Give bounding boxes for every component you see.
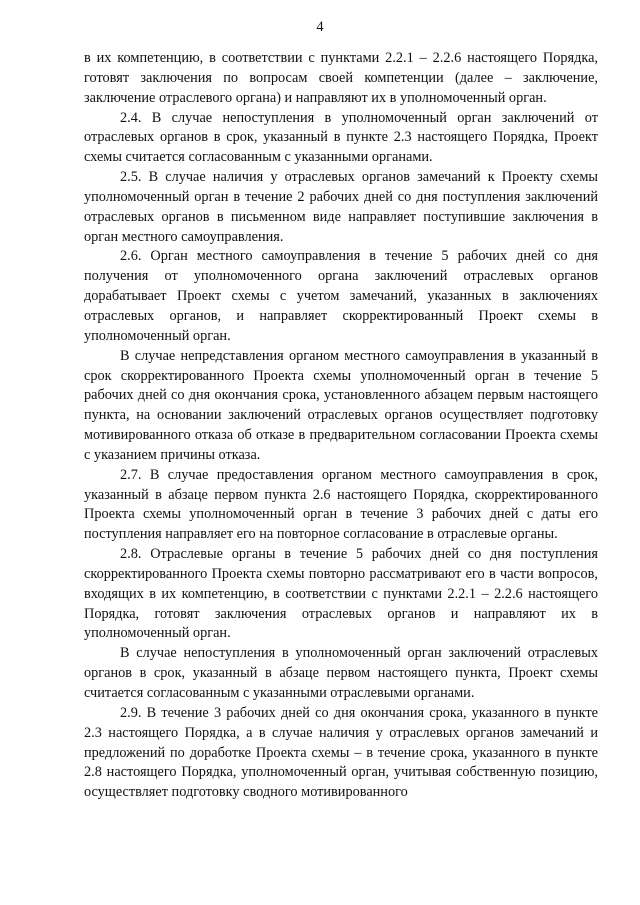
paragraph-2-4: 2.4. В случае непоступления в уполномоченный орган заключений от отраслевых органов в срок, указанный в пункте 2.3 настоящего Порядка, Проект схемы считается согласованным с указанными органами.	[84, 109, 598, 166]
paragraph-continuation: в их компетенцию, в соответствии с пунктами 2.2.1 – 2.2.6 настоящего Порядка, готовят заключения по вопросам своей компетенции (далее – заключение, заключение отраслевого органа) и направляют их в уполномоченный орган.	[84, 50, 598, 106]
paragraph-2-9: 2.9. В течение 3 рабочих дней со дня окончания срока, указанного в пункте 2.3 настоящего Порядка, а в случае наличия у отраслевых органов замечаний и предложений по доработке Проекта схемы – в течение срока, указанного в пункте 2.8 настоящего Порядка, уполномоченный орган, учитывая собственную позицию, осуществляет подготовку сводного мотивированного	[84, 704, 598, 801]
document-body	[84, 49, 598, 803]
paragraph-2-7: 2.7. В случае предоставления органом местного самоуправления в срок, указанный в абзаце первом пункта 2.6 настоящего Порядка, скорректированного Проекта схемы уполномоченный орган в течение 3 рабочих дней с даты его поступления направляет его на повторное согласование в отраслевые органы.	[84, 466, 598, 543]
paragraph-2-6: 2.6. Орган местного самоуправления в течение 5 рабочих дней со дня получения от уполномоченного органа заключений отраслевых органов дорабатывает Проект схемы с учетом замечаний, указанных в заключениях отраслевых органов, и направляет скорректированный Проект схемы в уполномоченный орган.	[84, 248, 598, 344]
paragraph-2-6-second: В случае непредставления органом местного самоуправления в указанный в срок скорректированного Проекта схемы уполномоченный орган в течение 5 рабочих дней со дня окончания срока, установленного абзацем первым настоящего пункта, на основании заключений отраслевых органов осуществляет подготовку мотивированного отказа об отказе в предварительном согласовании Проекта схемы с указанием причины отказа.	[84, 347, 598, 463]
paragraph-2-8-second: В случае непоступления в уполномоченный орган заключений отраслевых органов в срок, указанный в абзаце первом настоящего пункта, Проект схемы считается согласованным с указанными отраслевыми органами.	[84, 645, 598, 701]
page-number: 4	[316, 19, 324, 35]
paragraph-2-5: 2.5. В случае наличия у отраслевых органов замечаний к Проекту схемы уполномоченный орган в течение 2 рабочих дней со дня поступления заключений отраслевых органов в письменном виде направляет поступившие заключения в орган местного самоуправления.	[84, 169, 598, 245]
paragraph-2-8: 2.8. Отраслевые органы в течение 5 рабочих дней со дня поступления скорректированного Проекта схемы повторно рассматривают его в части вопросов, входящих в их компетенцию, в соответствии с пунктами 2.2.1 – 2.2.6 настоящего Порядка, готовят заключения отраслевых органов и направляют их в уполномоченный орган.	[84, 546, 598, 642]
